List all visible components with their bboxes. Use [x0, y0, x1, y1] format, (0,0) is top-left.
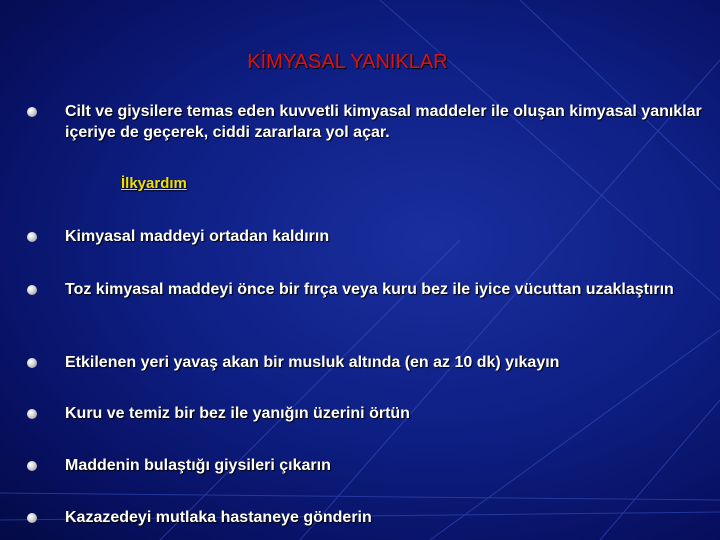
- bullet-dot-icon: [27, 285, 37, 295]
- list-item-text: Maddenin bulaştığı giysileri çıkarın: [65, 457, 331, 474]
- bullet-dot-icon: [27, 409, 37, 419]
- intro-text: Cilt ve giysilere temas eden kuvvetli kimyasal maddeler ile oluşan kimyasal yanıklar içeriye de geçerek, ciddi zararlara yol açar.: [65, 103, 702, 141]
- bullet-dot-icon: [27, 513, 37, 523]
- first-aid-heading: İlkyardım: [121, 175, 187, 192]
- list-item-text: Kuru ve temiz bir bez ile yanığın üzerini örtün: [65, 405, 410, 422]
- bullet-dot-icon: [27, 358, 37, 368]
- bullet-dot-icon: [27, 232, 37, 242]
- list-item-text: Kimyasal maddeyi ortadan kaldırın: [65, 228, 330, 245]
- list-item-text: Etkilenen yeri yavaş akan bir musluk altında (en az 10 dk) yıkayın: [65, 354, 560, 371]
- bullet-dot-icon: [27, 461, 37, 471]
- list-item-text: Kazazedeyi mutlaka hastaneye gönderin: [65, 509, 372, 526]
- slide-title: KİMYASAL YANIKLAR: [247, 51, 448, 73]
- bullet-dot-icon: [27, 107, 37, 117]
- list-item-text: Toz kimyasal maddeyi önce bir fırça veya kuru bez ile iyice vücuttan uzaklaştırın: [65, 281, 674, 298]
